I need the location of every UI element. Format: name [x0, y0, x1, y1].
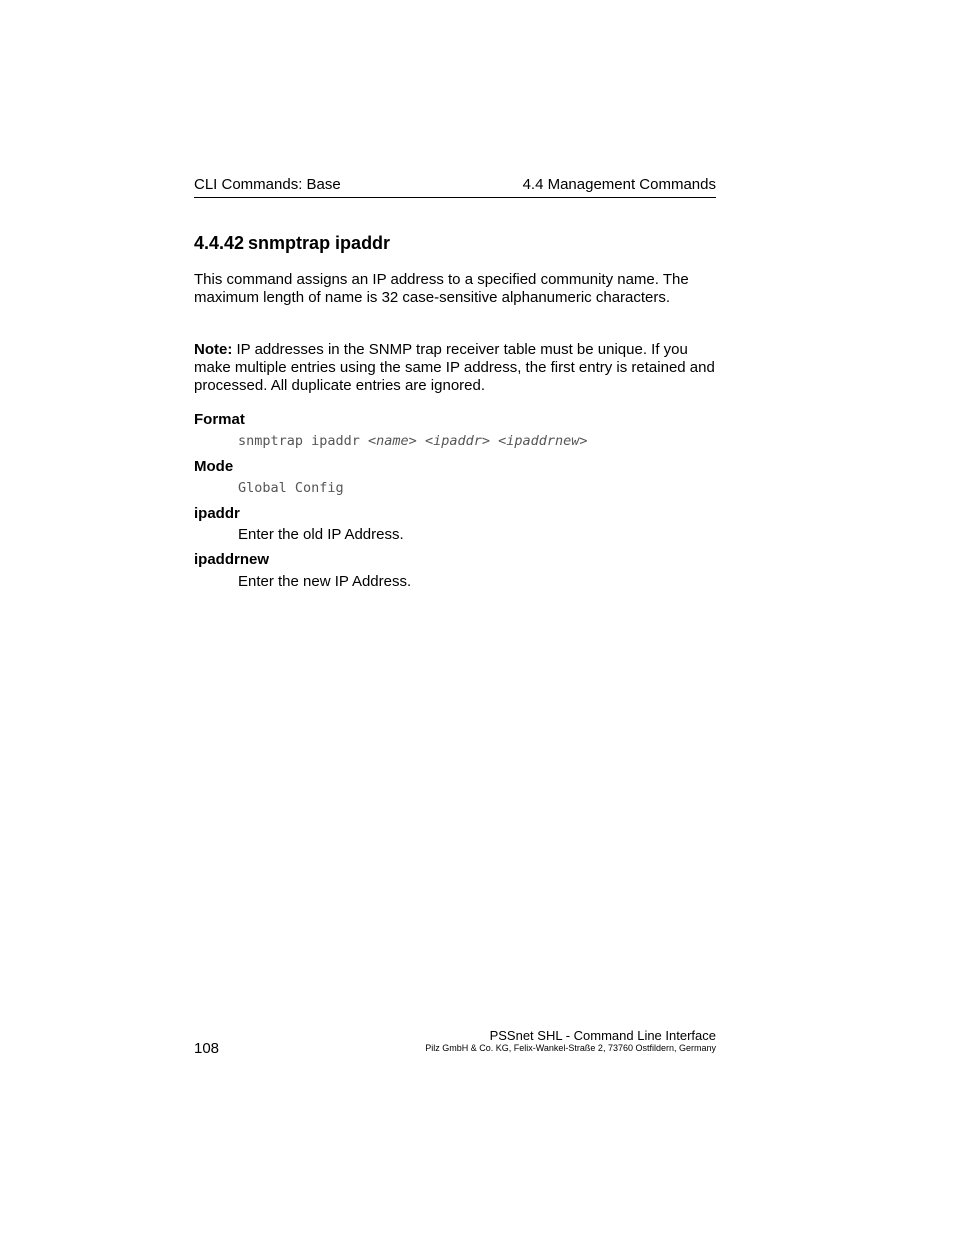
document-page	[194, 0, 716, 1235]
running-header	[194, 175, 716, 198]
note-text: IP addresses in the SNMP trap receiver table must be unique. If you make multiple entries using the same IP address, the first entry is retained and processed. All duplicate entries are ignored.	[194, 341, 715, 394]
note-paragraph	[194, 341, 716, 395]
section-name: snmptrap ipaddr	[248, 233, 391, 253]
param-ipaddrnew-description: Enter the new IP Address.	[238, 573, 412, 590]
format-label: Format	[194, 411, 245, 428]
footer-title: PSSnet SHL - Command Line Interface	[489, 1028, 716, 1043]
mode-value: Global Config	[238, 480, 344, 496]
mode-label: Mode	[194, 458, 234, 475]
format-arg-name: <name>	[368, 433, 417, 449]
param-ipaddrnew-name: ipaddrnew	[194, 551, 270, 568]
intro-paragraph: This command assigns an IP address to a specified community name. The maximum length of name is 32 case-sensitive alphanumeric characters.	[194, 271, 689, 306]
page-number: 108	[194, 1040, 220, 1057]
footer-address: Pilz GmbH & Co. KG, Felix-Wankel-Straße 2, 73760 Ostfildern, Germany	[425, 1043, 716, 1053]
note-label: Note:	[194, 341, 233, 358]
header-section: 4.4 Management Commands	[522, 176, 716, 193]
section-number: 4.4.42	[194, 233, 245, 253]
format-command-text: snmptrap ipaddr	[238, 433, 369, 449]
format-command	[238, 433, 588, 449]
param-ipaddr-name: ipaddr	[194, 505, 240, 522]
header-chapter: CLI Commands: Base	[194, 176, 341, 193]
section-title	[194, 233, 390, 254]
format-arg-ipaddrnew: <ipaddrnew>	[498, 433, 588, 449]
format-arg-ipaddr: <ipaddr>	[424, 433, 490, 449]
param-ipaddr-description: Enter the old IP Address.	[238, 526, 404, 543]
